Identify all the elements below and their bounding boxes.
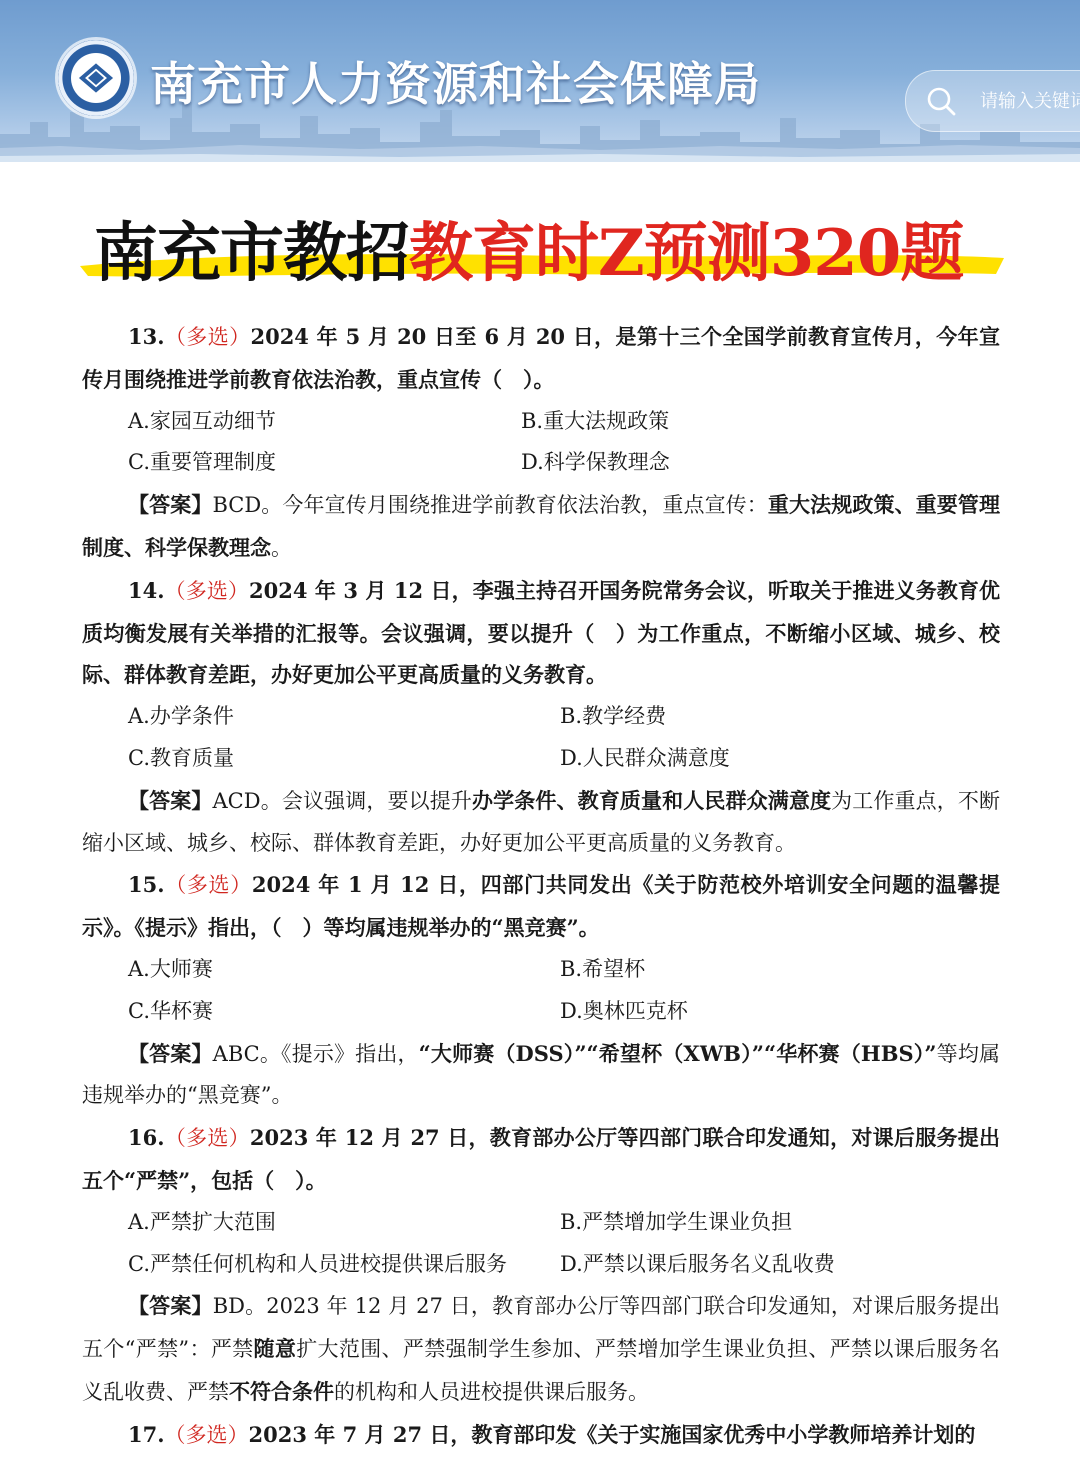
answer-text: 为工作重点，不断缩小区域、城乡、校际、群体教育差距，办好更加公平更高质量的义务教育。 [82,788,1001,855]
question-stem [82,1117,1000,1202]
option-a: A.严禁扩大范围 [128,1209,276,1234]
emblem-mark-icon [78,60,114,96]
question-type-tag: （多选） [164,578,250,603]
answer-explanation [82,484,1000,570]
question-type-tag: （多选） [164,1422,249,1447]
question-number: 13. [128,324,165,349]
question-number: 17. [128,1421,165,1447]
option-d: D.奥林匹克杯 [560,998,688,1023]
answer-key-phrase: 随意 [253,1336,297,1362]
question-stem [82,864,1000,949]
answer-text: BD。2023 年 12 月 27 日，教育部办公厅等四部门联合印发通知，对课后服务提出五个“严禁”：严禁 [82,1294,1001,1362]
question-type-tag: （多选） [164,873,252,898]
answer-text: 。 [271,535,292,560]
answer-key-phrase: 办学条件、教育质量和人民群众满意度 [471,787,832,813]
answer-key-phrase: 重大法规政策、重要管理制度、科学保教理念 [82,492,1000,560]
question-type-tag: （多选） [164,1126,250,1151]
option-c: C.重要管理制度 [128,450,276,475]
question-text: 2023 年 7 月 27 日，教育部印发《关于实施国家优秀中小学教师培养计划的 [248,1421,976,1447]
option-b: B.希望杯 [560,956,646,981]
answer-text: 扩大范围、严禁强制学生参加、严禁增加学生课业负担、严禁以课后服务名义乱收费、严禁 [82,1337,1001,1404]
bureau-emblem-logo [58,40,134,116]
answer-explanation [82,780,1000,865]
answer-label: 【答案】 [128,1293,213,1319]
answer-label: 【答案】 [128,1040,213,1066]
option-c: C.华杯赛 [128,998,213,1023]
option-b: B.重大法规政策 [521,408,670,433]
option-b: B.教学经费 [560,704,667,729]
answer-explanation [82,1285,1000,1413]
page-headline [94,202,963,294]
question-text: 2024 年 5 月 20 日至 6 月 20 日，是第十三个全国学前教育宣传月，今年宣传月围绕推进学前教育依法治教，重点宣传（ ）。 [82,324,1001,392]
question-list [82,316,1000,1457]
search-icon[interactable] [924,84,958,118]
answer-text: ACD。会议强调，要以提升 [212,788,472,813]
headline-red-part: 教育时Z预测320题 [409,216,964,291]
question-text: 2023 年 12 月 27 日，教育部办公厅等四部门联合印发通知，对课后服务提出五个“严禁”，包括（ ）。 [82,1125,1001,1193]
search-box[interactable] [905,70,1080,132]
answer-label: 【答案】 [128,492,213,518]
option-d: D.人民群众满意度 [560,745,730,770]
option-d: D.严禁以课后服务名义乱收费 [560,1251,835,1276]
headline-area [0,196,1080,296]
question-stem [82,1414,1000,1457]
option-list [82,696,1000,780]
option-d: D.科学保教理念 [521,450,670,475]
question-stem [82,570,1000,696]
option-list [82,1202,1000,1286]
option-a: A.办学条件 [128,704,234,729]
header-banner [0,0,1080,162]
answer-text: 的机构和人员进校提供课后服务。 [334,1379,649,1404]
search-input[interactable] [980,87,1080,115]
question-number: 15. [128,872,165,898]
answer-text: 等均属违规举办的“黑竞赛”。 [82,1041,1001,1108]
answer-key-phrase: “大师赛（DSS）”“希望杯（XWB）”“华杯赛（HBS）” [418,1040,937,1066]
option-a: A.家园互动细节 [128,408,276,433]
answer-text: BCD。今年宣传月围绕推进学前教育依法治教，重点宣传： [212,493,768,518]
option-list [82,401,1000,485]
option-list [82,949,1000,1033]
answer-explanation [82,1033,1000,1118]
option-a: A.大师赛 [128,956,213,981]
option-c: C.严禁任何机构和人员进校提供课后服务 [128,1251,507,1276]
headline-black-part: 南充市教招 [94,216,409,291]
answer-label: 【答案】 [128,787,213,813]
answer-text: ABC。《提示》指出， [212,1041,419,1066]
option-c: C.教育质量 [128,745,234,770]
answer-key-phrase: 不符合条件 [229,1378,334,1404]
question-text: 2024 年 3 月 12 日，李强主持召开国务院常务会议，听取关于推进义务教育优质均衡发展有关举措的汇报等。会议强调，要以提升（ ）为工作重点，不断缩小区域、城乡、校际、群体教育差距，办好更加公平更高质量的义务教育。 [82,577,1001,688]
option-b: B.严禁增加学生课业负担 [560,1209,793,1234]
question-number: 14. [128,577,165,603]
question-type-tag: （多选） [164,325,251,349]
question-stem [82,316,1000,401]
question-number: 16. [128,1125,165,1151]
question-text: 2024 年 1 月 12 日，四部门共同发出《关于防范校外培训安全问题的温馨提示》。《提示》指出，（ ）等均属违规举办的“黑竞赛”。 [82,872,1000,941]
bureau-title: 南充市人力资源和社会保障局 [150,57,761,111]
